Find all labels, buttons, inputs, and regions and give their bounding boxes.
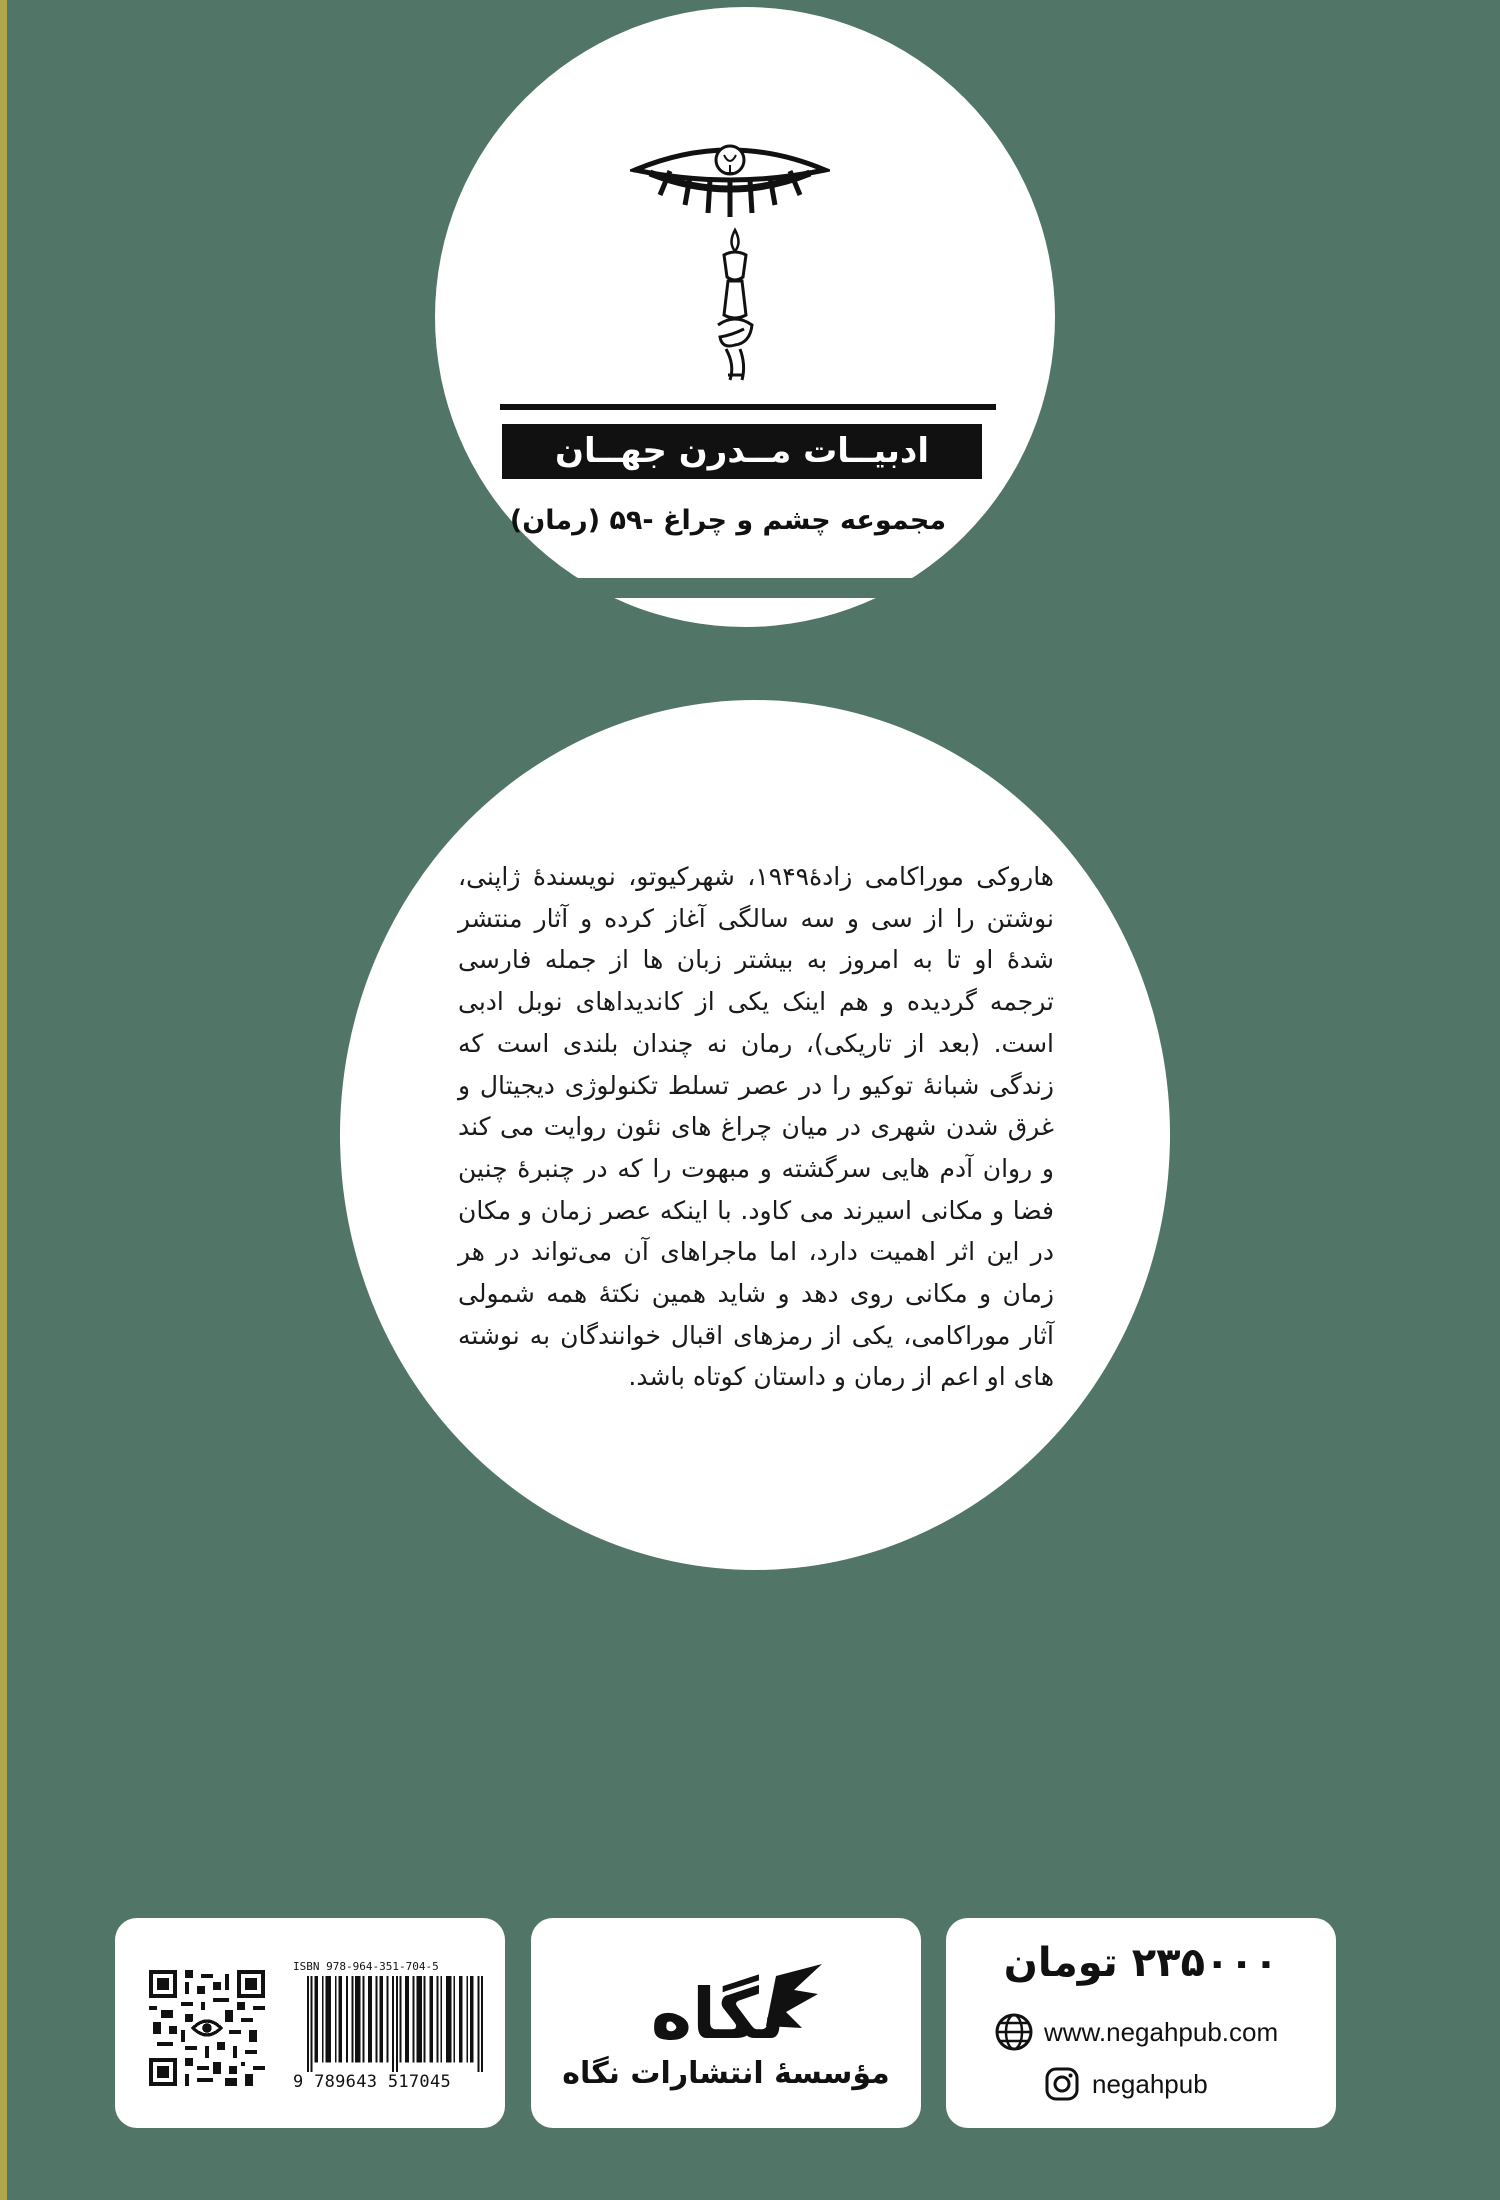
emblem-cutout-band	[400, 578, 1100, 598]
instagram-icon	[1044, 2066, 1080, 2102]
publisher-name: مؤسسهٔ انتشارات نگاه	[562, 2056, 890, 2091]
website-row[interactable]	[994, 2012, 1278, 2052]
barcode-bars	[307, 1976, 483, 2072]
publisher-logo	[626, 1956, 826, 2056]
barcode-panel	[115, 1918, 505, 2128]
title-rule	[500, 404, 996, 410]
qr-code-icon	[149, 1970, 265, 2086]
contact-panel	[946, 1918, 1336, 2128]
website-link[interactable]: www.negahpub.com	[1044, 2016, 1279, 2047]
logo-wordmark: نگاه	[650, 1973, 786, 2055]
eye-icon	[630, 135, 830, 225]
spine-edge	[0, 0, 7, 2200]
blurb-text: هاروکی موراکامی زادهٔ۱۹۴۹، شهرکیوتو، نویسندهٔ ژاپنی، نوشتن را از سی و سه سالگی آغاز کرده و آثار منتشر شدهٔ او تا به امروز به بیشتر زبان ها از جمله فارسی ترجمه گردیده و هم اینک یکی از کاندیداهای نوبل ادبی است. (بعد از تاریکی)، رمان نه چندان بلندی است که زندگی شبانهٔ توکیو را در عصر تسلط تکنولوژی دیجیتال و غرق شدن شهری در میان چراغ های نئون روایت می کند و روان آدم هایی سرگشته و مبهوت را که در چنبرهٔ چنین فضا و مکانی اسیرند می کاود. با اینکه عصر زمان و مکان در این اثر اهمیت دارد، اما ماجراهای آن می‌تواند در هر زمان و مکانی روی دهد و شاید همین نکتهٔ همه شمولی آثار موراکامی، یکی از رمزهای اقبال خوانندگان به نوشته های او اعم از رمان و داستان کوتاه باشد.	[458, 862, 1054, 1392]
publisher-panel	[531, 1918, 921, 2128]
series-title: ادبیــات مــدرن جهــان	[502, 424, 982, 479]
price-label: ۲۳۵۰۰۰ تومان	[1003, 1940, 1279, 1986]
instagram-handle[interactable]: negahpub	[1092, 2068, 1208, 2099]
instagram-row[interactable]	[1044, 2064, 1208, 2104]
isbn-barcode	[293, 1960, 485, 2100]
barcode-digits: 9 789643 517045	[293, 2072, 452, 2092]
series-subtitle: مجموعه چشم و چراغ -۵۹ (رمان)	[509, 505, 947, 536]
lamp-icon	[710, 225, 760, 385]
isbn-label: ISBN 978-964-351-704-5	[293, 1960, 439, 1973]
globe-icon	[994, 2012, 1034, 2052]
